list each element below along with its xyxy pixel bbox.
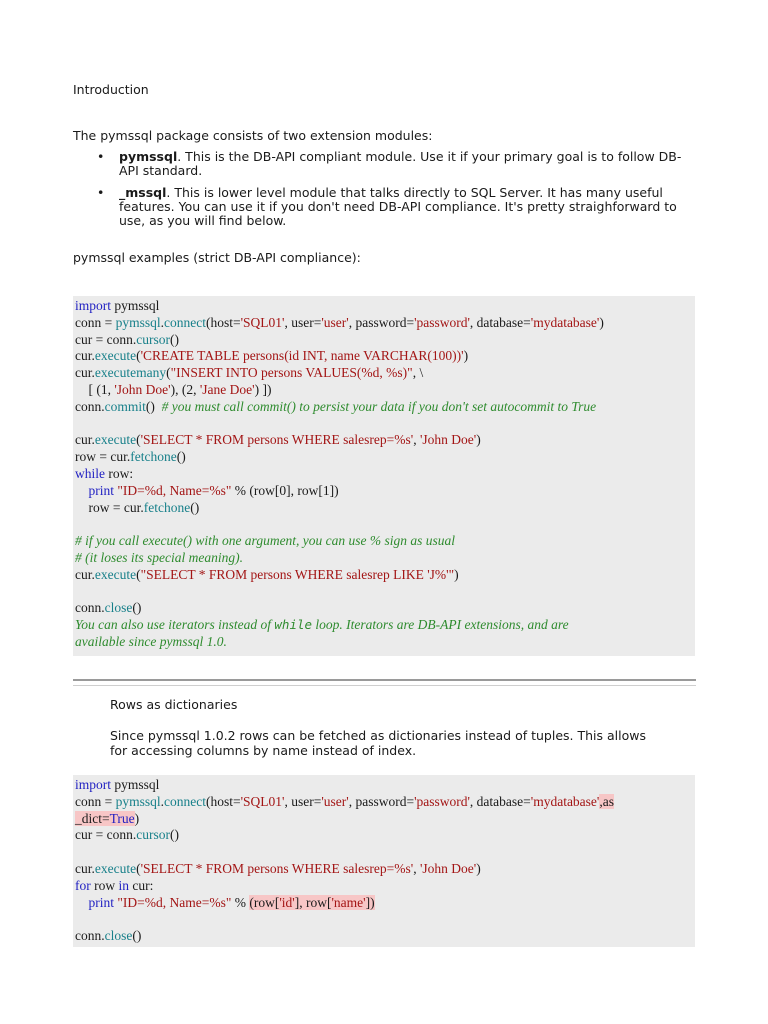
code-line (75, 500, 695, 517)
code-token: import (75, 298, 111, 313)
code-token: ) (454, 566, 459, 582)
code-token: cursor (136, 827, 170, 843)
section-heading: Rows as dictionaries (110, 697, 238, 712)
bullet-icon: • (97, 185, 105, 200)
code-token: while (75, 465, 105, 481)
code-line (75, 348, 695, 365)
code-line-blank (75, 416, 695, 433)
module-desc: features. You can use it if you don't need DB-API compliance. It's pretty straighforward to (119, 199, 677, 214)
code-token: ) (476, 432, 481, 448)
code-token: pymssql (111, 777, 160, 792)
code-token: "ID=%d, Name=%s" (117, 894, 232, 910)
code-token-highlight: 'name' (331, 894, 366, 910)
code-token: fetchone (130, 449, 177, 465)
code-token: execute (94, 860, 137, 876)
code-token: cur. (75, 566, 95, 582)
code-line (75, 878, 695, 895)
module-desc: . This is the DB-API compliant module. Use it if your primary goal is to follow DB- (177, 149, 682, 164)
code-token: conn. (75, 398, 105, 414)
examples-heading: pymssql examples (strict DB-API compliance): (73, 250, 361, 265)
code-token: close (104, 928, 133, 944)
code-token: cur. (75, 365, 95, 381)
code-token: 'John Doe' (419, 432, 477, 448)
code-token: , database= (469, 314, 531, 330)
code-token: 'John Doe' (419, 860, 477, 876)
code-line (75, 466, 695, 483)
list-item (73, 150, 693, 178)
code-token: cur = conn. (75, 827, 137, 843)
code-token: % (row[0], row[1]) (231, 482, 339, 498)
code-token: , \ (412, 365, 424, 381)
code-token: % (231, 894, 250, 910)
code-token: ( (136, 860, 141, 876)
code-token: in (118, 877, 130, 893)
intro-paragraph: The pymssql package consists of two extension modules: (73, 128, 433, 143)
code-token: , (413, 860, 420, 876)
code-token: ( (166, 365, 171, 381)
code-comment: # (it loses its special meaning). (75, 549, 243, 565)
code-token: conn = (75, 314, 116, 330)
code-token: , user= (284, 314, 322, 330)
code-line-blank (75, 584, 695, 601)
code-token: execute (94, 566, 137, 582)
code-token: 'SELECT * FROM persons WHERE salesrep=%s' (140, 432, 414, 448)
code-note-mono: while (274, 617, 313, 633)
code-token: . (160, 793, 164, 809)
code-line (75, 861, 695, 878)
section-divider (73, 679, 696, 686)
code-line (75, 777, 695, 794)
code-block-dictionaries (73, 775, 695, 947)
code-token: ), (2, (170, 381, 200, 397)
code-line (75, 399, 695, 416)
code-comment: # you must call commit() to persist your data if you don't set autocommit to True (161, 398, 597, 414)
code-token: () (132, 928, 142, 944)
code-note-text: available since pymssql 1.0. (75, 633, 227, 649)
code-token: 'CREATE TABLE persons(id INT, name VARCHAR(100))' (140, 348, 464, 364)
code-token: 'SQL01' (240, 793, 285, 809)
code-line (75, 895, 695, 912)
code-line (75, 332, 695, 349)
code-token: row = cur. (75, 499, 144, 515)
code-line (75, 811, 695, 828)
code-token: (host= (205, 793, 241, 809)
code-token: cur = conn. (75, 331, 137, 347)
list-item (73, 186, 693, 228)
code-token: execute (94, 432, 137, 448)
code-line (75, 533, 695, 550)
code-line (75, 928, 695, 945)
code-token: 'password' (414, 314, 470, 330)
code-token: 'mydatabase' (530, 314, 600, 330)
code-token: ) (134, 810, 140, 826)
code-token: cur. (75, 860, 95, 876)
paragraph-line: Since pymssql 1.0.2 rows can be fetched as dictionaries instead of tuples. This allows (110, 728, 646, 743)
module-desc: API standard. (119, 163, 203, 178)
code-token: pymssql (111, 298, 160, 313)
code-token: () (190, 499, 200, 515)
code-token: "ID=%d, Name=%s" (117, 482, 232, 498)
code-note-text: loop. Iterators are DB-API extensions, and are (312, 617, 569, 633)
code-token: [ (1, (75, 381, 115, 397)
module-desc: . This is lower level module that talks directly to SQL Server. It has many useful (166, 185, 663, 200)
code-token: 'John Doe' (114, 381, 171, 397)
code-line (75, 298, 695, 315)
code-line (75, 483, 695, 500)
code-token: 'user' (321, 793, 349, 809)
module-list (73, 150, 693, 236)
code-token-highlight: ]) (365, 894, 375, 910)
code-token (75, 895, 89, 910)
code-token: cur: (129, 877, 154, 893)
code-block-examples (73, 296, 695, 656)
code-token: cursor (136, 331, 170, 347)
code-line (75, 365, 695, 382)
code-token: () (132, 600, 142, 616)
code-note (75, 634, 695, 651)
code-token-highlight: _dict= (75, 810, 110, 826)
code-token: , (413, 432, 420, 448)
intro-heading: Introduction (73, 82, 149, 97)
code-token: 'SELECT * FROM persons WHERE salesrep=%s' (140, 860, 414, 876)
code-token: conn = (75, 793, 116, 809)
code-token: 'mydatabase' (530, 793, 600, 809)
code-token: ) ]) (254, 381, 272, 397)
code-line (75, 794, 695, 811)
code-token: conn. (75, 928, 105, 944)
code-token: 'user' (321, 314, 349, 330)
code-token: for (75, 877, 91, 893)
code-token: commit (104, 398, 146, 414)
code-token: 'password' (414, 793, 470, 809)
code-token: cur. (75, 348, 95, 364)
code-token: (host= (205, 314, 241, 330)
code-line-blank (75, 911, 695, 928)
code-token: 'SQL01' (240, 314, 285, 330)
code-line-blank (75, 844, 695, 861)
code-token-highlight: 'id' (279, 894, 295, 910)
code-token-highlight: ], row[ (294, 894, 332, 910)
code-line (75, 550, 695, 567)
code-token: ( (136, 566, 141, 582)
code-token (75, 483, 89, 498)
code-token: execute (94, 348, 137, 364)
section-paragraph (110, 728, 646, 758)
code-token-highlight: (row[ (249, 894, 280, 910)
code-token: connect (164, 314, 206, 330)
code-line-blank (75, 516, 695, 533)
code-token: import (75, 777, 111, 792)
code-token: ( (136, 348, 141, 364)
code-line (75, 567, 695, 584)
code-token: . (160, 314, 164, 330)
code-token: () (169, 827, 179, 843)
code-token: , user= (284, 793, 322, 809)
code-token: executemany (94, 365, 167, 381)
code-token: close (104, 600, 133, 616)
code-comment: # if you call execute() with one argument, you can use % sign as usual (75, 533, 456, 549)
code-token: , password= (348, 793, 415, 809)
code-token: () (145, 398, 162, 414)
code-token: print (88, 482, 114, 498)
code-line (75, 315, 695, 332)
code-token: row = cur. (75, 449, 131, 465)
code-token: ) (599, 314, 604, 330)
code-token: cur. (75, 432, 95, 448)
code-token: fetchone (143, 499, 191, 515)
code-line (75, 382, 695, 399)
code-token: pymssql (115, 793, 161, 809)
code-token: "SELECT * FROM persons WHERE salesrep LIKE 'J%'" (140, 566, 455, 582)
paragraph-line: for accessing columns by name instead of index. (110, 743, 417, 758)
code-token: "INSERT INTO persons VALUES(%d, %s)" (170, 365, 413, 381)
code-token-highlight: True (109, 810, 135, 826)
code-token: ( (136, 432, 141, 448)
code-line (75, 432, 695, 449)
code-token: ) (463, 348, 469, 364)
code-token: 'Jane Doe' (199, 381, 255, 397)
code-token: () (169, 331, 179, 347)
code-token: conn. (75, 600, 105, 616)
code-token: , database= (469, 793, 531, 809)
code-line (75, 827, 695, 844)
code-token: row: (105, 465, 134, 481)
code-token: row (90, 877, 119, 893)
code-note-text: You can also use iterators instead of (75, 617, 275, 633)
bullet-icon: • (97, 149, 105, 164)
code-token-highlight: , (599, 793, 603, 809)
code-token: print (88, 894, 114, 910)
module-desc: use, as you will find below. (119, 213, 287, 228)
module-name: pymssql (119, 149, 178, 164)
code-token: connect (164, 793, 206, 809)
code-token: () (176, 449, 186, 465)
code-token-highlight: as (602, 793, 614, 809)
code-note (75, 617, 695, 634)
code-token: , password= (348, 314, 415, 330)
code-line (75, 449, 695, 466)
code-token: pymssql (115, 314, 161, 330)
code-token: ) (476, 860, 481, 876)
code-line (75, 600, 695, 617)
module-name: _mssql (119, 185, 167, 200)
